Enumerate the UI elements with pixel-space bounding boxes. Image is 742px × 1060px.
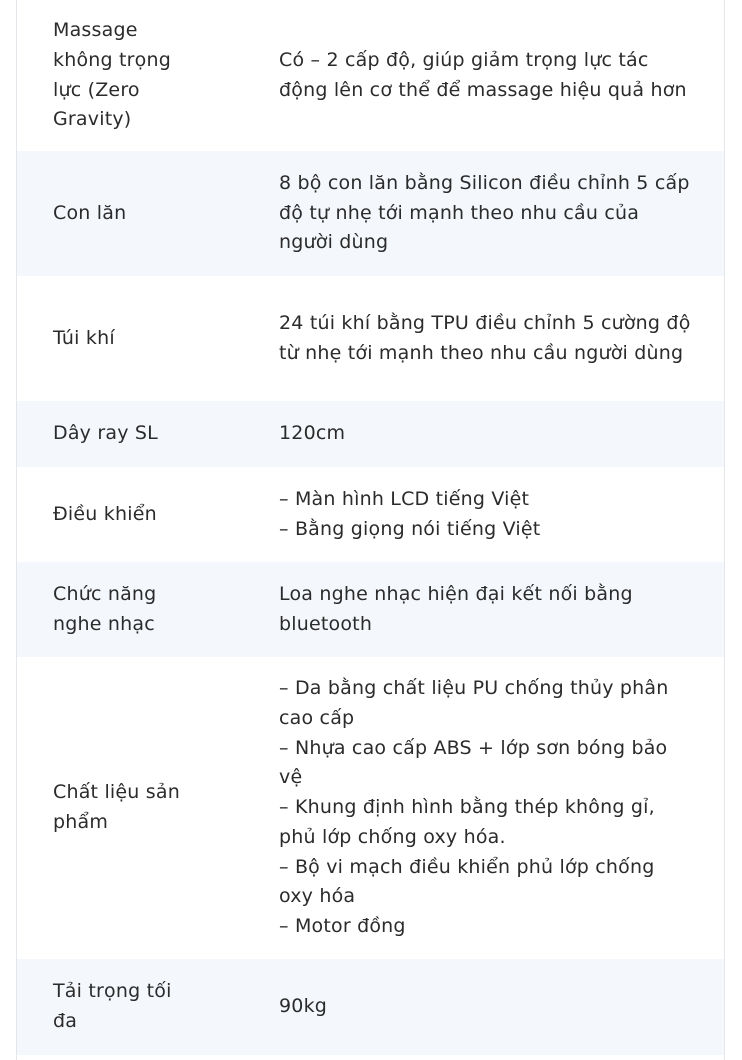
spec-label: Tải trọng tối đa — [17, 959, 279, 1055]
spec-value: – Màn hình LCD tiếng Việt – Bằng giọng nói tiếng Việt — [279, 467, 724, 562]
spec-value: 24 túi khí bằng TPU điều chỉnh 5 cường độ từ nhẹ tới mạnh theo nhu cầu người dùng — [279, 276, 724, 401]
spec-value: 90kg — [279, 959, 724, 1055]
spec-table-container — [16, 0, 725, 1060]
spec-value: Loa nghe nhạc hiện đại kết nối bằng bluetooth — [279, 562, 724, 657]
table-row — [17, 467, 724, 562]
table-row — [17, 151, 724, 276]
spec-value: 8 bộ con lăn bằng Silicon điều chỉnh 5 cấp độ tự nhẹ tới mạnh theo nhu cầu của người dùng — [279, 151, 724, 276]
table-row — [17, 276, 724, 401]
table-row — [17, 401, 724, 467]
spec-value: Có – 2 cấp độ, giúp giảm trọng lực tác động lên cơ thể để massage hiệu quả hơn — [279, 0, 724, 151]
table-row — [17, 562, 724, 657]
spec-label: Chất liệu sản phẩm — [17, 657, 279, 959]
spec-label: Con lăn — [17, 151, 279, 276]
table-row — [17, 959, 724, 1055]
spec-label: Massage không trọng lực (Zero Gravity) — [17, 0, 279, 151]
table-row — [17, 657, 724, 959]
spec-table — [17, 0, 724, 1055]
spec-label: Chức năng nghe nhạc — [17, 562, 279, 657]
spec-label: Dây ray SL — [17, 401, 279, 467]
table-row — [17, 0, 724, 151]
spec-value: – Da bằng chất liệu PU chống thủy phân cao cấp – Nhựa cao cấp ABS + lớp sơn bóng bảo vệ – Khung định hình bằng thép không gỉ, phủ lớp chống oxy hóa. – Bộ vi mạch điều khiển phủ lớp chống oxy hóa – Motor đồng — [279, 657, 724, 959]
spec-value: 120cm — [279, 401, 724, 467]
spec-label: Điều khiển — [17, 467, 279, 562]
spec-label: Túi khí — [17, 276, 279, 401]
